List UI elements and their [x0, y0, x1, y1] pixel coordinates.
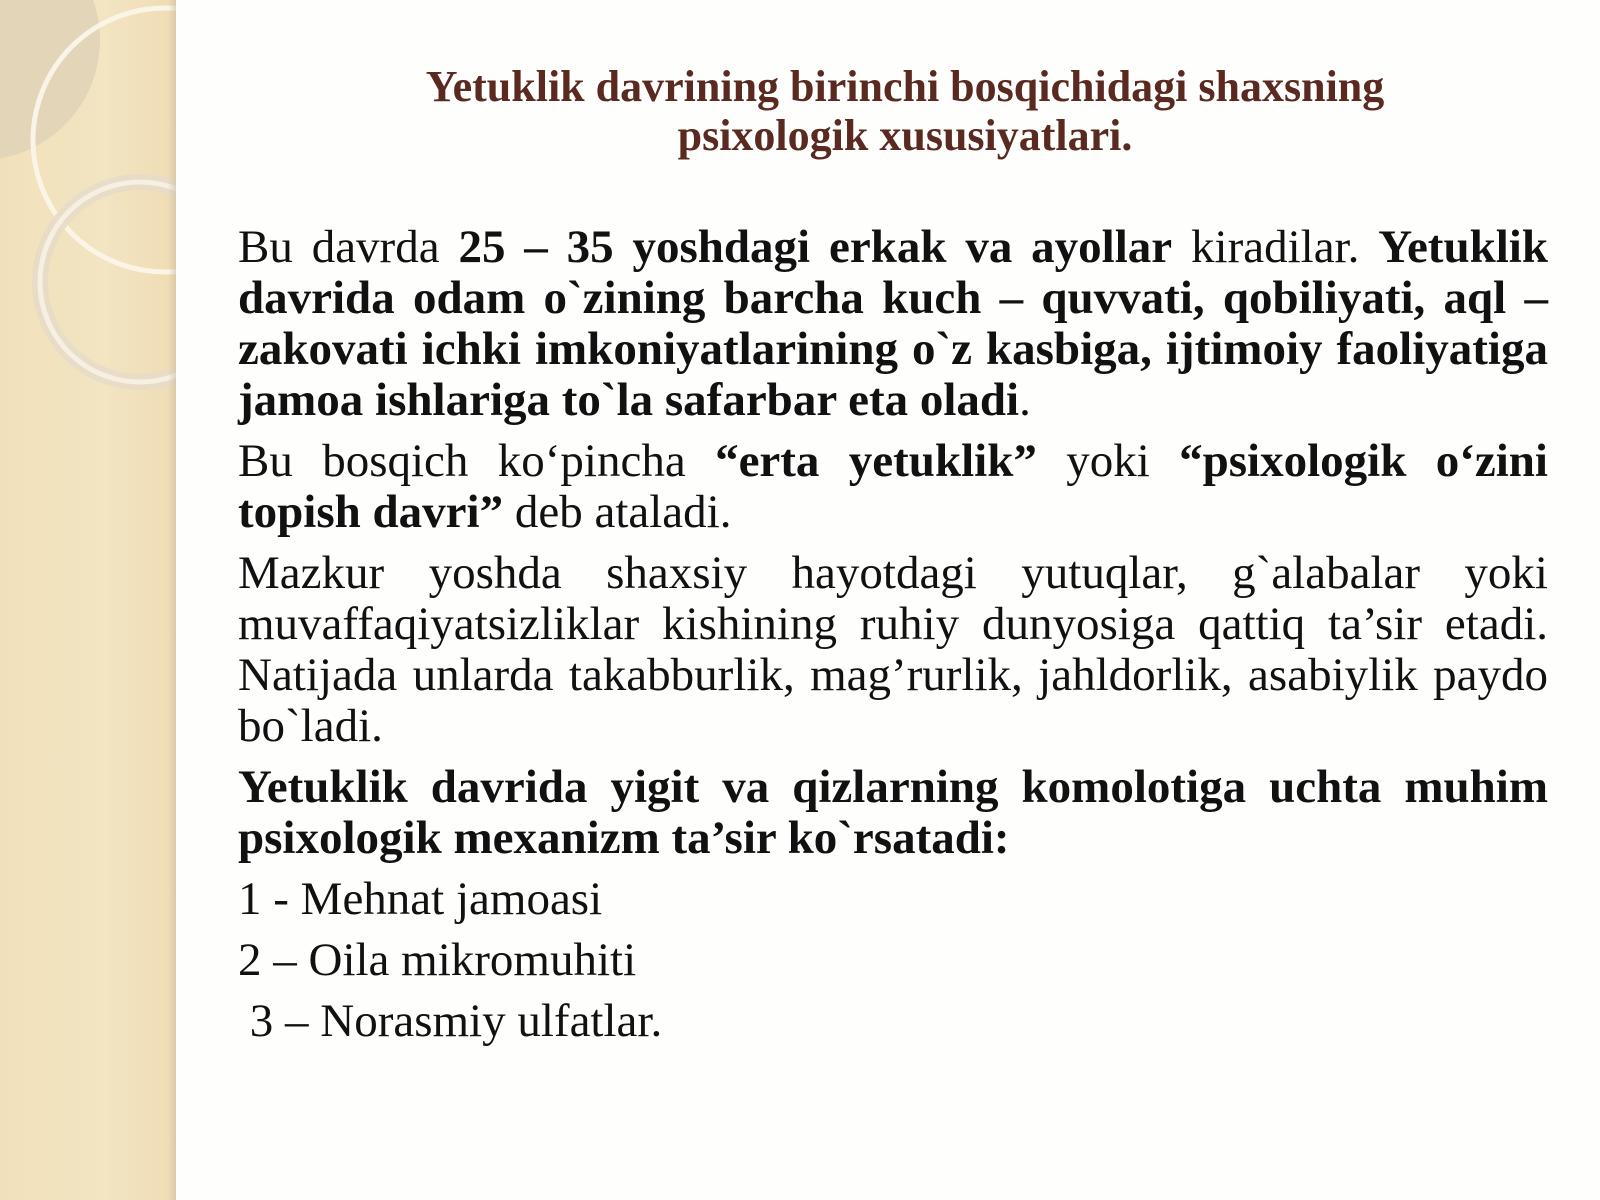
p1-bold-age: 25 – 35 yoshdagi erkak va ayollar [458, 221, 1173, 273]
p2-text-e: deb ataladi. [503, 486, 732, 538]
p1-text-e: . [1019, 374, 1031, 426]
list-item: 3 – Norasmiy ulfatlar. [238, 995, 663, 1047]
paragraph-personal-life: Mazkur yoshda shaxsiy hayotdagi yutuqlar, g`alabalar yoki muvaffaqiyatsizliklar kishining ruhiy dunyosiga qattiq ta’sir etadi. Natijada unlarda takabburlik, mag’rurlik, jahldorlik, asabiylik paydo bo`ladi. [238, 547, 1548, 752]
decorative-rings-graphic [0, 0, 176, 1200]
p2-bold-early-maturity: “erta yetuklik” [715, 435, 1037, 487]
decorative-sidebar [0, 0, 176, 1200]
p2-text-a: Bu bosqich ko‘pincha [238, 435, 716, 487]
title-line-2: psixologik xususiyatlari. [677, 111, 1133, 160]
p1-bold-maturity: Yetuklik davrida odam o`zining barcha kuch – quvvati, qobiliyati, aql – zakovati ichki imkoniyatlarining o`z kasbiga, ijtimoiy faoliyatiga jamoa ishlariga to`la safarbar eta oladi [238, 221, 1548, 426]
paragraph-stage-name [238, 436, 1548, 538]
list-item: 1 - Mehnat jamoasi [238, 873, 603, 925]
p2-text-c: yoki [1036, 435, 1180, 487]
list-item: 2 – Oila mikromuhiti [238, 934, 637, 986]
slide-body [238, 222, 1548, 1057]
paragraph-age-range [238, 222, 1548, 426]
slide-title [300, 62, 1510, 160]
title-line-1: Yetuklik davrining birinchi bosqichidagi shaxsning [425, 62, 1385, 111]
p4-bold-mechanisms: Yetuklik davrida yigit va qizlarning komolotiga uchta muhim psixologik mexanizm ta’sir ko`rsatadi: [238, 761, 1548, 864]
sidebar-shadow-edge [168, 0, 176, 1200]
p1-text-a: Bu davrda [238, 221, 459, 273]
paragraph-mechanisms [238, 762, 1548, 864]
p1-text-c: kiradilar. [1172, 221, 1379, 273]
p2-bold-self-discovery: “psixologik o‘zini topish davri” [238, 435, 1548, 538]
